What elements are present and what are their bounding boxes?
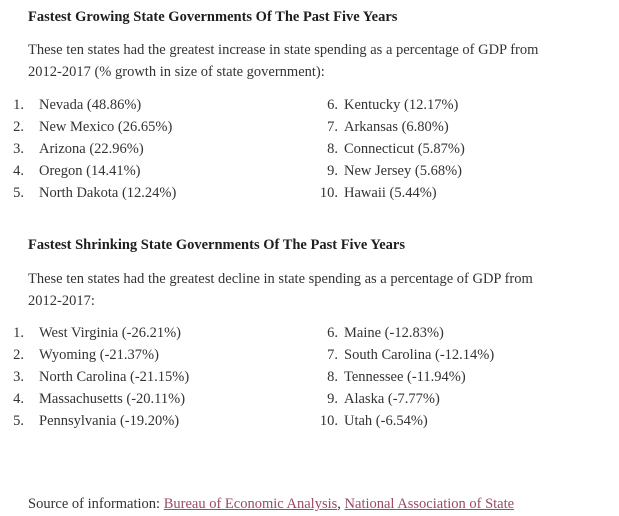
- shrinking-list-item: [0, 346, 159, 364]
- item-number: 1.: [13, 97, 24, 113]
- item-number: 4.: [13, 391, 24, 407]
- item-number: 5.: [13, 185, 24, 201]
- shrinking-list-item: [316, 390, 440, 408]
- shrinking-list-item: [316, 368, 466, 386]
- growing-list-item: [0, 96, 141, 114]
- item-text: New Mexico (26.65%): [39, 119, 173, 135]
- shrinking-list-item: [316, 346, 494, 364]
- shrinking-list-item: [316, 412, 428, 430]
- item-number: 1.: [13, 325, 24, 341]
- item-text: Nevada (48.86%): [39, 97, 142, 113]
- item-number: 5.: [13, 413, 24, 429]
- growing-intro-line2: 2012-2017 (% growth in size of state government):: [28, 64, 325, 80]
- item-text: Wyoming (-21.37%): [39, 347, 159, 363]
- item-text: North Dakota (12.24%): [39, 185, 177, 201]
- item-text: Oregon (14.41%): [39, 163, 141, 179]
- item-text: Alaska (-7.77%): [344, 391, 440, 407]
- source-prefix: Source of information:: [28, 496, 164, 512]
- item-number: 7.: [327, 119, 338, 135]
- growing-list-item: [0, 162, 140, 180]
- growing-list-item: [316, 184, 437, 202]
- item-text: Connecticut (5.87%): [344, 141, 465, 157]
- item-number: 3.: [13, 369, 24, 385]
- item-number: 10.: [319, 413, 338, 429]
- item-number: 4.: [13, 163, 24, 179]
- shrinking-intro: [28, 268, 598, 312]
- item-text: Kentucky (12.17%): [344, 97, 459, 113]
- item-text: Massachusetts (-20.11%): [39, 391, 186, 407]
- item-text: Pennsylvania (-19.20%): [39, 413, 180, 429]
- item-text: North Carolina (-21.15%): [39, 369, 190, 385]
- shrinking-heading: Fastest Shrinking State Governments Of The Past Five Years: [28, 237, 405, 253]
- item-number: 9.: [327, 391, 338, 407]
- item-text: Tennessee (-11.94%): [344, 369, 466, 385]
- growing-list-item: [0, 118, 172, 136]
- shrinking-list-item: [0, 324, 181, 342]
- growing-intro: [28, 39, 598, 83]
- item-number: 8.: [327, 141, 338, 157]
- item-text: Arkansas (6.80%): [344, 119, 449, 135]
- growing-heading: Fastest Growing State Governments Of The Past Five Years: [28, 9, 398, 25]
- shrinking-list-item: [0, 412, 179, 430]
- item-text: Maine (-12.83%): [344, 325, 444, 341]
- shrinking-list-item: [0, 368, 189, 386]
- item-text: Arizona (22.96%): [39, 141, 144, 157]
- growing-list-item: [316, 162, 462, 180]
- item-text: Utah (-6.54%): [344, 413, 428, 429]
- item-number: 3.: [13, 141, 24, 157]
- growing-list-item: [316, 96, 458, 114]
- item-text: Hawaii (5.44%): [344, 185, 437, 201]
- item-text: New Jersey (5.68%): [344, 163, 462, 179]
- item-number: 10.: [319, 185, 338, 201]
- item-number: 8.: [327, 369, 338, 385]
- item-number: 9.: [327, 163, 338, 179]
- item-number: 6.: [327, 97, 338, 113]
- item-text: South Carolina (-12.14%): [344, 347, 495, 363]
- shrinking-intro-line1: These ten states had the greatest decline in state spending as a percentage of GDP from: [28, 271, 533, 287]
- item-number: 2.: [13, 347, 24, 363]
- growing-list-item: [316, 140, 465, 158]
- item-number: 2.: [13, 119, 24, 135]
- growing-intro-line1: These ten states had the greatest increase in state spending as a percentage of GDP from: [28, 42, 539, 58]
- item-text: West Virginia (-26.21%): [39, 325, 181, 341]
- shrinking-list-item: [316, 324, 444, 342]
- item-number: 6.: [327, 325, 338, 341]
- growing-list-item: [0, 184, 176, 202]
- nasbo-link[interactable]: National Association of State: [344, 496, 515, 512]
- growing-list-item: [316, 118, 449, 136]
- source-separator: ,: [337, 496, 345, 512]
- item-number: 7.: [327, 347, 338, 363]
- bea-link[interactable]: Bureau of Economic Analysis: [163, 496, 338, 512]
- shrinking-intro-line2: 2012-2017:: [28, 293, 95, 309]
- growing-list-item: [0, 140, 144, 158]
- shrinking-list-item: [0, 390, 185, 408]
- source-line: [28, 496, 514, 513]
